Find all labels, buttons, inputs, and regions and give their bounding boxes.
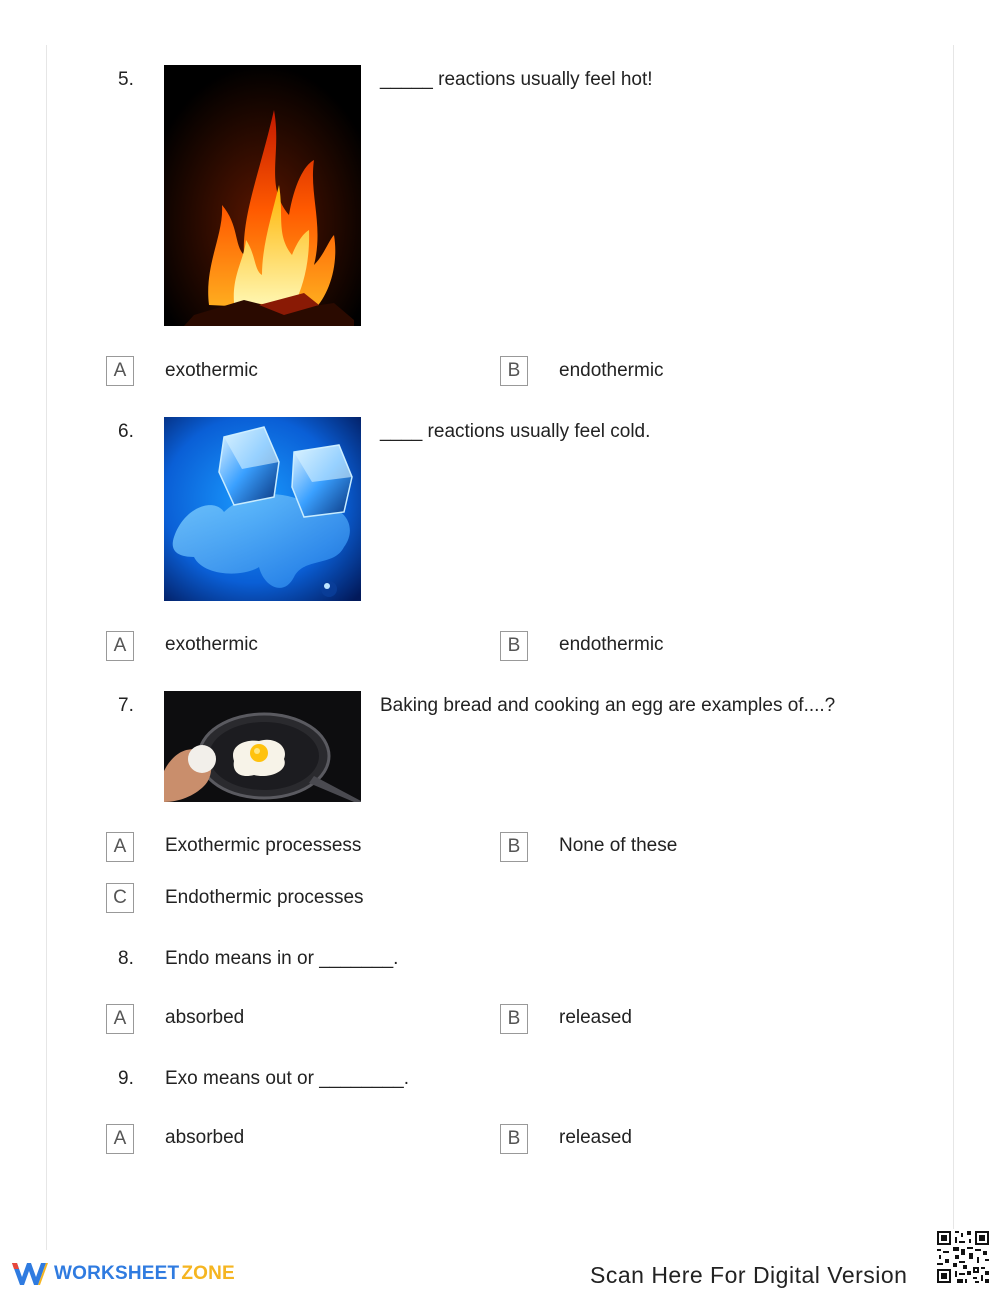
- question-6-option-b-letter[interactable]: B: [500, 631, 528, 661]
- question-5-fire-photo: [164, 65, 361, 326]
- right-margin-line: [953, 45, 954, 1250]
- question-5-number: 5.: [118, 69, 134, 90]
- question-9-option-a-letter[interactable]: A: [106, 1124, 134, 1154]
- left-margin-line: [46, 45, 47, 1250]
- question-8-option-b-text[interactable]: released: [559, 1007, 632, 1028]
- question-7-option-b-letter[interactable]: B: [500, 832, 528, 862]
- question-7-text: Baking bread and cooking an egg are examples of....?: [380, 695, 836, 716]
- question-5-option-b-text[interactable]: endothermic: [559, 360, 664, 381]
- question-6-option-b-text[interactable]: endothermic: [559, 634, 664, 655]
- worksheet-zone-logo[interactable]: [10, 1256, 235, 1292]
- question-8-option-a-text[interactable]: absorbed: [165, 1007, 245, 1028]
- question-8-option-a-letter[interactable]: A: [106, 1004, 134, 1034]
- question-6-option-a-text[interactable]: exothermic: [165, 634, 258, 655]
- question-6-text: ____ reactions usually feel cold.: [380, 421, 651, 442]
- question-9-option-a-text[interactable]: absorbed: [165, 1127, 245, 1148]
- question-9-text: Exo means out or ________.: [165, 1068, 410, 1089]
- question-7-option-b-text[interactable]: None of these: [559, 835, 678, 856]
- question-6-ice-cubes-photo: [164, 417, 361, 601]
- question-6-number: 6.: [118, 421, 134, 442]
- question-9-option-b-letter[interactable]: B: [500, 1124, 528, 1154]
- brand-word-zone: ZONE: [181, 1263, 235, 1284]
- question-7-option-c-text[interactable]: Endothermic processes: [165, 887, 364, 908]
- question-9-option-b-text[interactable]: released: [559, 1127, 632, 1148]
- question-8-option-b-letter[interactable]: B: [500, 1004, 528, 1034]
- question-8-number: 8.: [118, 948, 134, 969]
- question-7-number: 7.: [118, 695, 134, 716]
- question-6-option-a-letter[interactable]: A: [106, 631, 134, 661]
- question-7-frying-egg-photo: [164, 691, 361, 802]
- question-8-text: Endo means in or _______.: [165, 948, 399, 969]
- question-5-option-b-letter[interactable]: B: [500, 356, 528, 386]
- scan-here-label: Scan Here For Digital Version: [590, 1262, 908, 1288]
- question-7-option-a-letter[interactable]: A: [106, 832, 134, 862]
- worksheet-zone-w-icon: [10, 1259, 48, 1289]
- qr-code-icon[interactable]: [935, 1229, 991, 1285]
- question-7-option-a-text[interactable]: Exothermic processess: [165, 835, 362, 856]
- question-9-number: 9.: [118, 1068, 134, 1089]
- question-7-option-c-letter[interactable]: C: [106, 883, 134, 913]
- question-5-option-a-letter[interactable]: A: [106, 356, 134, 386]
- question-5-option-a-text[interactable]: exothermic: [165, 360, 258, 381]
- brand-word-worksheet: WORKSHEET: [54, 1263, 180, 1284]
- question-5-text: _____ reactions usually feel hot!: [380, 69, 653, 90]
